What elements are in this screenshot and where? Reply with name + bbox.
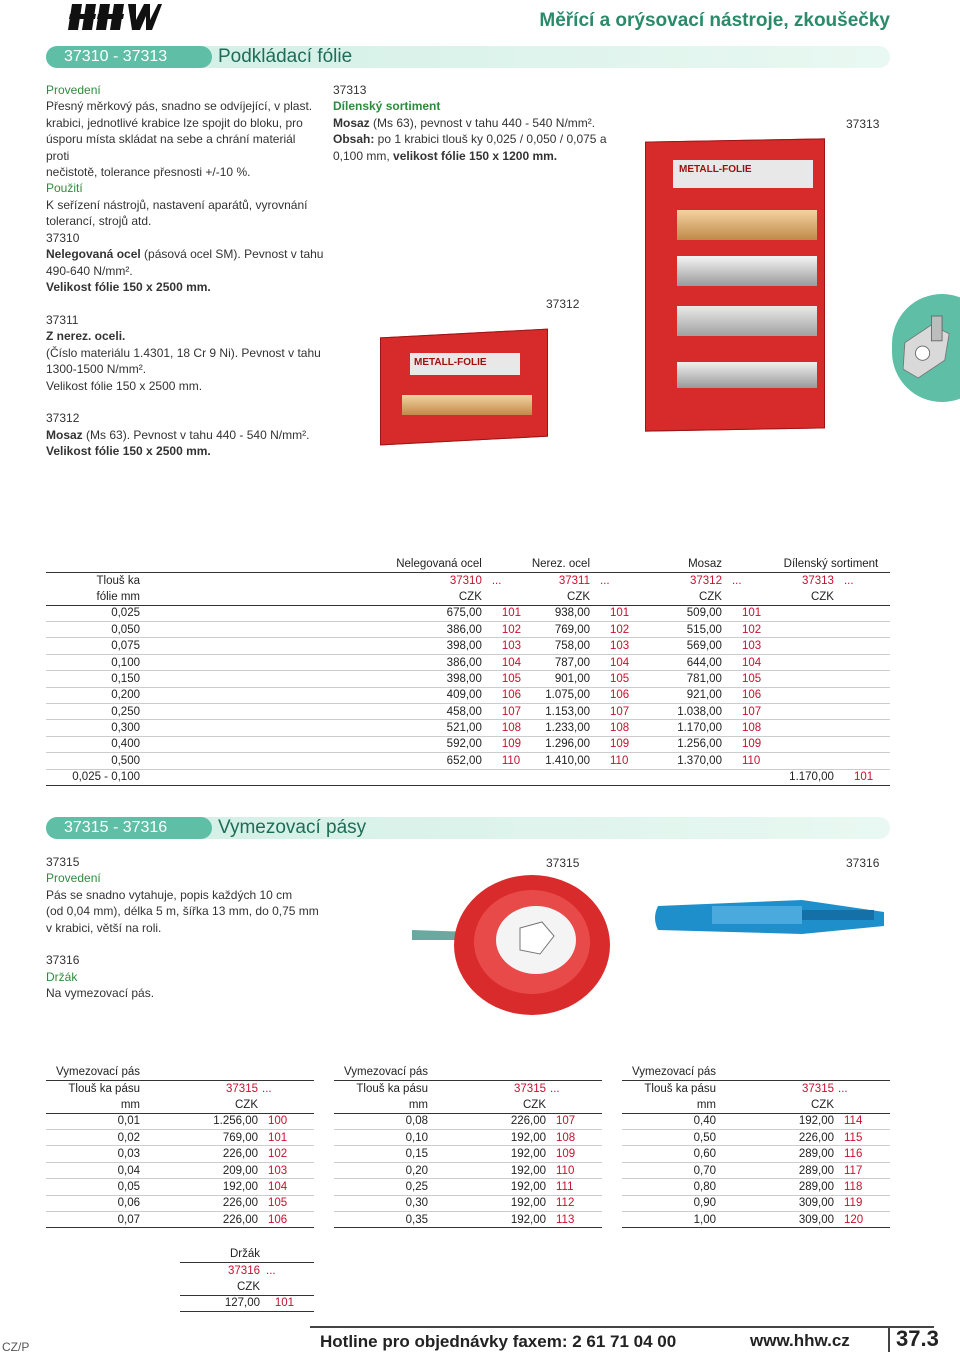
table-cell: 921,00	[686, 689, 722, 702]
shim-price-table	[46, 1064, 314, 1228]
shim-num: 102	[268, 1148, 288, 1161]
shim-thickness: 0,05	[117, 1180, 140, 1193]
table-cell: 938,00	[554, 607, 591, 620]
section-title-foils: Podkládací fólie	[218, 46, 353, 67]
shim-thickness: 0,06	[117, 1197, 140, 1210]
item-text: (Ms 63). Pevnost v tahu 440 - 540 N/mm².	[82, 427, 310, 442]
table-cell: 0,075	[111, 640, 140, 653]
shim-num: 100	[268, 1115, 288, 1128]
table-unit-row: fólie mm CZK CZK CZK CZK	[46, 589, 890, 605]
shim-thickness: 0,07	[117, 1213, 140, 1226]
foil-item	[46, 230, 336, 296]
foil-item	[46, 410, 336, 459]
shim-thickness: 0,02	[117, 1131, 140, 1144]
shim-price: 192,00	[510, 1131, 546, 1144]
table-cell: 1.256,00	[677, 738, 722, 751]
table-row	[334, 1130, 602, 1146]
table-cell	[772, 720, 834, 736]
table-row	[334, 1146, 602, 1162]
intro-line: nečistotě, tolerance přesnosti +/-10 %.	[46, 165, 251, 180]
table-cell	[834, 687, 890, 703]
table-cell: 101	[501, 607, 522, 620]
table-cell: 458,00	[446, 705, 482, 718]
shim-unit: mm	[408, 1098, 428, 1111]
table-cell: 1.170,00	[677, 722, 722, 735]
table-cell: 409,00	[446, 689, 482, 702]
shim-thickness: 0,60	[693, 1148, 716, 1161]
footer-divider	[888, 1328, 890, 1352]
table-cell: 101	[610, 607, 630, 620]
table-row	[46, 1162, 314, 1178]
item-line: Velikost fólie 150 x 2500 mm.	[46, 378, 203, 393]
shim-num: 105	[268, 1197, 288, 1210]
table-cell: 644,00	[686, 656, 722, 669]
shim-group: Vymezovací pás	[56, 1065, 140, 1078]
shim-code-row	[622, 1080, 890, 1096]
table-cell	[140, 769, 482, 785]
image-label-37312: 37312	[546, 297, 580, 311]
table-row	[334, 1162, 602, 1178]
shim-head: Tlouš ka pásu	[356, 1082, 428, 1095]
table-code-row: Tlouš ka 37310 ... 37311 ... 37312 ... 37313 ...	[46, 572, 890, 588]
section-title-shims: Vymezovací pásy	[218, 817, 367, 838]
table-cell: 758,00	[554, 640, 591, 653]
shim-currency: CZK	[235, 1098, 258, 1111]
table-cell: 106	[741, 689, 762, 702]
table-row	[622, 1195, 890, 1211]
foils-intro	[46, 82, 316, 230]
table-cell: 0,500	[111, 754, 140, 767]
table-cell: 101	[853, 771, 874, 784]
table-row	[622, 1113, 890, 1129]
shim-price: 192,00	[510, 1197, 546, 1210]
table-cell: 102	[741, 623, 762, 636]
shim-price: 192,00	[222, 1180, 258, 1193]
hhw-logo	[66, 4, 162, 30]
intro-line: úsporu místa skládat na sebe a chrání materiál proti	[46, 132, 296, 163]
holder-text-line: Držák	[46, 969, 78, 984]
table-row	[622, 1146, 890, 1162]
shim-thickness: 0,70	[693, 1164, 716, 1177]
table-cell	[482, 769, 532, 785]
shim-num: 115	[844, 1131, 863, 1144]
table-cell: 108	[741, 722, 762, 735]
table-cell: 0,150	[111, 672, 140, 685]
item-code: 37310	[46, 231, 80, 245]
shim-group-row	[46, 1064, 314, 1080]
table-row	[46, 638, 890, 654]
shim-code: 37315	[514, 1082, 546, 1095]
table-group-row: Nelegovaná ocel Nerez. ocel Mosaz Dílenský sortiment	[396, 557, 879, 570]
shim-num: 109	[556, 1148, 576, 1161]
table-cell	[772, 654, 834, 670]
table-row	[622, 1179, 890, 1195]
shim-num: 107	[556, 1115, 576, 1128]
table-cell: 521,00	[446, 722, 482, 735]
table-cell: 0,250	[111, 705, 140, 718]
intro-line: Přesný měrkový pás, snadno se odvíjející, v plast.	[46, 99, 313, 114]
item-line: Velikost fólie 150 x 2500 mm.	[46, 280, 211, 295]
shim-item-37315: 37315 Provedení Pás se snadno vytahuje, popis každých 10 cm (od 0,04 mm), délka 5 m, šířka 13 mm, do 0,75 mm v krabici, větší na roli. 37316 Držák Na vymezovací pás.	[46, 854, 336, 1002]
image-label-37315: 37315	[546, 856, 580, 870]
section-code-shims: 37315 - 37316	[46, 817, 212, 839]
table-cell	[722, 769, 772, 785]
shim-thickness: 0,15	[405, 1148, 428, 1161]
shim-text-line: Pás se snadno vytahuje, popis každých 10 cm	[46, 887, 293, 902]
holder-text-line: Na vymezovací pás.	[46, 986, 155, 1001]
hotline-text: Hotline pro objednávky faxem: 2 61 71 04 00	[320, 1332, 677, 1351]
table-row	[622, 1162, 890, 1178]
table-cell	[772, 605, 834, 621]
shim-num: 112	[556, 1197, 575, 1210]
item-line: (Číslo materiálu 1.4301, 18 Cr 9 Ni). Pevnost v tahu	[46, 345, 321, 360]
table-cell: 1.075,00	[545, 689, 591, 702]
item-line	[46, 328, 336, 344]
table-cell	[834, 720, 890, 736]
table-cell: 103	[741, 640, 762, 653]
shim-num: 117	[844, 1164, 863, 1177]
shim-thickness: 0,35	[405, 1213, 428, 1226]
table-cell: 592,00	[446, 738, 482, 751]
shim-currency: CZK	[523, 1098, 546, 1111]
shim-price: 192,00	[510, 1180, 546, 1193]
table-cell	[834, 704, 890, 720]
table-cell: 386,00	[446, 623, 482, 636]
table-row	[334, 1179, 602, 1195]
intro-line: tolerancí, strojů atd.	[46, 214, 152, 229]
shim-num: 106	[268, 1213, 288, 1226]
foil-box-image: METALL-FOLIE	[380, 325, 550, 447]
side-tab	[892, 294, 960, 402]
table-cell: 108	[610, 722, 630, 735]
table-cell	[640, 769, 722, 785]
shim-unit: mm	[120, 1098, 140, 1111]
table-cell: 781,00	[686, 672, 722, 685]
table-row	[46, 687, 890, 703]
shim-price: 309,00	[798, 1213, 834, 1226]
table-row	[46, 769, 890, 785]
shim-unit: mm	[696, 1098, 716, 1111]
shim-num: 108	[556, 1131, 576, 1144]
shim-num: 116	[844, 1148, 863, 1161]
category-title: Měřící a orýsovací nástroje, zkoušečky	[539, 10, 890, 31]
shim-thickness: 0,25	[405, 1180, 428, 1193]
item-line	[46, 427, 336, 443]
table-cell: 105	[610, 672, 630, 685]
shim-price: 209,00	[222, 1164, 258, 1177]
table-cell: 1.153,00	[545, 705, 591, 718]
item-line: Velikost fólie 150 x 2500 mm.	[46, 444, 211, 459]
table-cell: 901,00	[554, 672, 591, 685]
table-cell	[772, 671, 834, 687]
table-cell: 0,400	[111, 738, 140, 751]
shim-unit-row	[46, 1097, 314, 1113]
table-cell	[532, 769, 590, 785]
image-label-37313: 37313	[846, 117, 880, 131]
shim-price: 289,00	[798, 1164, 834, 1177]
shim-thickness: 0,03	[117, 1148, 140, 1161]
shim-group: Vymezovací pás	[632, 1065, 716, 1078]
footer-rule	[310, 1326, 934, 1328]
shim-thickness: 0,30	[405, 1197, 428, 1210]
table-cell: 787,00	[554, 656, 591, 669]
item-material: Nelegovaná ocel	[46, 247, 141, 262]
shim-thickness: 0,01	[117, 1115, 140, 1128]
shim-num: 118	[844, 1180, 863, 1193]
shim-code: 37315	[226, 1082, 258, 1095]
table-cell: 105	[741, 672, 762, 685]
table-cell	[772, 736, 834, 752]
table-cell: 109	[501, 738, 522, 751]
shim-thickness: 1,00	[693, 1213, 716, 1226]
shim-thickness: 0,40	[693, 1115, 716, 1128]
table-cell	[772, 704, 834, 720]
shim-code-row	[334, 1080, 602, 1096]
table-cell: 110	[741, 754, 761, 767]
shim-price: 192,00	[510, 1164, 546, 1177]
table-row	[46, 1146, 314, 1162]
image-label-37316: 37316	[846, 856, 880, 870]
shim-thickness: 0,04	[117, 1164, 140, 1177]
item-line: 1300-1500 N/mm².	[46, 362, 147, 377]
table-cell: 103	[501, 640, 522, 653]
shim-code-row	[46, 1080, 314, 1096]
shim-num: 114	[844, 1115, 863, 1128]
table-row	[46, 1130, 314, 1146]
table-cell: 104	[741, 656, 762, 669]
table-cell: 102	[501, 623, 522, 636]
foil-items	[46, 230, 336, 476]
table-cell: 1.410,00	[545, 754, 591, 767]
clamp-tool-icon	[896, 304, 958, 390]
website-link[interactable]: www.hhw.cz	[750, 1331, 850, 1350]
table-row	[46, 1195, 314, 1211]
table-cell: 675,00	[446, 607, 482, 620]
table-cell: 1.370,00	[677, 754, 722, 767]
assortment-description: 37313 Dílenský sortiment Mosaz (Ms 63), pevnost v tahu 440 - 540 N/mm². Obsah: po 1 krabici tlouš ky 0,025 / 0,050 / 0,075 a 0,100 mm, velikost fólie 150 x 1200 mm.	[333, 82, 633, 164]
shim-unit-row	[622, 1097, 890, 1113]
item-text: (pásová ocel SM). Pevnost v tahu	[140, 247, 324, 262]
shim-price: 309,00	[798, 1197, 834, 1210]
shim-head: Tlouš ka pásu	[644, 1082, 716, 1095]
table-row	[46, 704, 890, 720]
item-code: 37312	[46, 411, 80, 426]
assortment-code: 37313	[333, 83, 367, 97]
intro-line: krabici, jednotlivé krabice lze spojit do bloku, pro	[46, 115, 303, 130]
shim-holder-image	[652, 892, 892, 942]
table-cell	[772, 753, 834, 769]
table-cell: 1.038,00	[677, 705, 722, 718]
item-material: Z nerez. oceli.	[46, 329, 126, 344]
table-row	[46, 736, 890, 752]
shim-tape-roll-image	[412, 870, 612, 1020]
shim-price: 769,00	[222, 1131, 258, 1144]
shim-price: 226,00	[222, 1197, 258, 1210]
table-cell: 0,050	[111, 623, 140, 636]
shim-group-row	[334, 1064, 602, 1080]
table-cell: 0,200	[111, 689, 140, 702]
table-cell	[834, 753, 890, 769]
table-cell: 101	[741, 607, 762, 620]
table-cell: 398,00	[446, 672, 482, 685]
shim-price-table	[334, 1064, 602, 1228]
table-row	[622, 1212, 890, 1228]
table-row	[46, 1179, 314, 1195]
table-row	[46, 720, 890, 736]
shim-num: 101	[268, 1131, 288, 1144]
holder-price-table: Držák 37316 ... CZK 127,00 101	[180, 1246, 314, 1312]
shim-dots: ...	[838, 1082, 848, 1095]
table-cell: 106	[501, 689, 522, 702]
table-cell	[834, 671, 890, 687]
table-cell: 107	[610, 705, 630, 718]
item-code: 37311	[46, 313, 79, 328]
shim-dots: ...	[550, 1082, 560, 1095]
table-row	[46, 671, 890, 687]
table-row	[334, 1212, 602, 1228]
shim-num: 113	[556, 1213, 575, 1226]
table-row	[46, 1113, 314, 1129]
table-cell: 107	[501, 705, 522, 718]
shim-price: 192,00	[510, 1148, 546, 1161]
table-cell: 0,300	[111, 722, 140, 735]
table-cell: 398,00	[446, 640, 482, 653]
table-cell: 386,00	[446, 656, 482, 669]
shim-code: 37315	[802, 1082, 834, 1095]
shim-thickness: 0,80	[693, 1180, 716, 1193]
table-row	[46, 605, 890, 621]
shim-group-row	[622, 1064, 890, 1080]
shim-num: 103	[268, 1164, 288, 1177]
table-cell	[772, 638, 834, 654]
table-row	[46, 622, 890, 638]
table-cell: 110	[501, 754, 521, 767]
shim-price: 1.256,00	[213, 1115, 258, 1128]
table-cell: 509,00	[686, 607, 722, 620]
locale-label: CZ/P	[2, 1340, 30, 1354]
table-cell: 0,025	[111, 607, 140, 620]
shim-unit-row	[334, 1097, 602, 1113]
assortment-box-image: METALL-FOLIE	[645, 140, 830, 435]
shim-price: 289,00	[798, 1148, 834, 1161]
table-cell: 110	[610, 754, 629, 767]
shim-thickness: 0,50	[693, 1131, 716, 1144]
shim-text-line: v krabici, větší na roli.	[46, 920, 162, 935]
table-row	[46, 654, 890, 670]
table-cell: 0,100	[111, 656, 140, 669]
table-cell: 1.296,00	[545, 738, 591, 751]
table-cell: 1.233,00	[545, 722, 591, 735]
shim-price: 226,00	[510, 1115, 546, 1128]
item-line	[46, 246, 336, 262]
table-cell: 515,00	[686, 623, 722, 636]
intro-line: K seřízení nástrojů, nastavení aparátů, vyrovnání	[46, 197, 308, 212]
table-cell: 106	[610, 689, 630, 702]
shim-text-line: Provedení	[46, 871, 101, 886]
table-cell	[772, 622, 834, 638]
shim-num: 119	[844, 1197, 863, 1210]
shim-group: Vymezovací pás	[344, 1065, 428, 1078]
shim-thickness: 0,20	[405, 1164, 428, 1177]
table-cell: 105	[501, 672, 522, 685]
table-cell: 652,00	[446, 754, 482, 767]
table-cell: 1.170,00	[789, 771, 834, 784]
table-cell	[834, 638, 890, 654]
shim-num: 110	[556, 1164, 575, 1177]
table-cell	[772, 687, 834, 703]
shim-price: 226,00	[798, 1131, 834, 1144]
shim-price: 226,00	[222, 1213, 258, 1226]
table-cell: 102	[610, 623, 630, 636]
shim-num: 104	[268, 1180, 288, 1193]
table-cell: 107	[741, 705, 762, 718]
shim-head: Tlouš ka pásu	[68, 1082, 140, 1095]
table-cell	[834, 605, 890, 621]
table-cell: 769,00	[554, 623, 591, 636]
shim-thickness: 0,90	[693, 1197, 716, 1210]
shim-price-table	[622, 1064, 890, 1228]
table-cell: 109	[610, 738, 630, 751]
table-cell: 103	[610, 640, 630, 653]
table-row	[46, 753, 890, 769]
shim-thickness: 0,08	[405, 1115, 428, 1128]
shim-dots: ...	[262, 1082, 272, 1095]
foils-price-table	[46, 556, 890, 786]
table-cell: 104	[501, 656, 522, 669]
table-row	[334, 1113, 602, 1129]
shim-thickness: 0,10	[405, 1131, 428, 1144]
section-code-foils: 37310 - 37313	[46, 46, 212, 68]
table-cell: 0,025 - 0,100	[72, 771, 140, 784]
table-cell: 108	[501, 722, 522, 735]
table-cell	[834, 622, 890, 638]
table-cell: 569,00	[686, 640, 722, 653]
shim-currency: CZK	[811, 1098, 834, 1111]
shim-num: 111	[556, 1180, 574, 1193]
item-line: 490-640 N/mm².	[46, 263, 133, 278]
assortment-name: Dílenský sortiment	[333, 99, 441, 114]
table-cell	[834, 654, 890, 670]
table-cell	[834, 736, 890, 752]
foil-item	[46, 312, 336, 394]
shim-price: 226,00	[222, 1148, 258, 1161]
intro-line: Provedení	[46, 83, 101, 97]
intro-line: Použití	[46, 181, 83, 196]
shim-price: 192,00	[510, 1213, 546, 1226]
table-cell: 104	[610, 656, 630, 669]
item-material: Mosaz	[46, 427, 83, 442]
table-cell: 109	[741, 738, 762, 751]
page-number: 37.3	[896, 1326, 939, 1351]
table-row	[46, 1212, 314, 1228]
shim-text-line: (od 0,04 mm), délka 5 m, šířka 13 mm, do 0,75 mm	[46, 904, 319, 919]
table-row	[334, 1195, 602, 1211]
table-row	[622, 1130, 890, 1146]
shim-price: 192,00	[798, 1115, 834, 1128]
shim-num: 120	[844, 1213, 864, 1226]
shim-price: 289,00	[798, 1180, 834, 1193]
table-cell	[590, 769, 640, 785]
